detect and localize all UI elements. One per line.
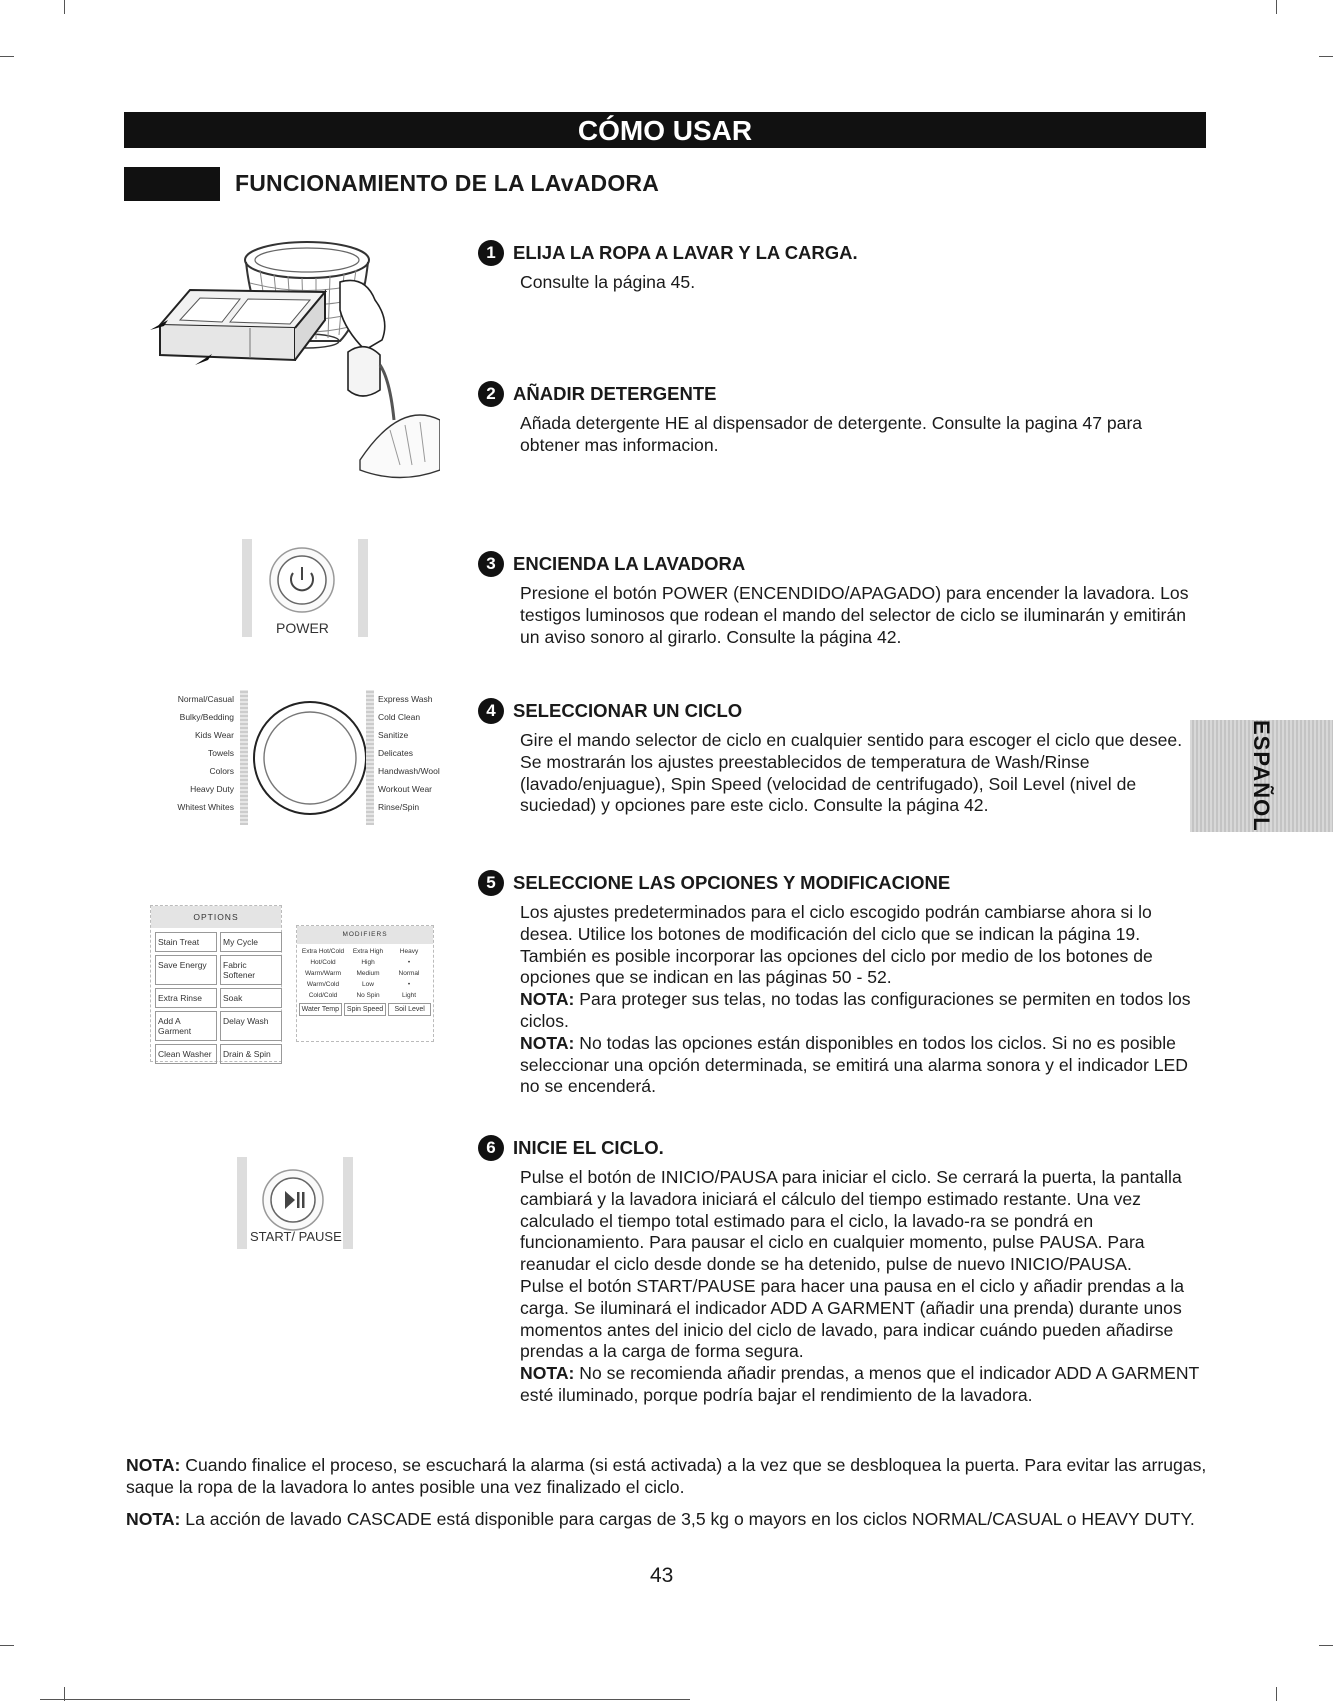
step-6 xyxy=(478,1135,1203,1407)
start-pause-label: START/ PAUSE xyxy=(250,1229,342,1244)
option-soak: Soak xyxy=(220,988,282,1008)
cycle-label: Colors xyxy=(209,766,234,776)
crop-mark xyxy=(1319,1645,1333,1646)
modifier-value: Extra High xyxy=(352,948,384,955)
note-text: La acción de lavado CASCADE está disponible para cargas de 3,5 kg o mayors en los ciclos NORMAL/CASUAL o HEAVY DUTY. xyxy=(180,1509,1195,1529)
note-text: Para proteger sus telas, no todas las configuraciones se permiten en todos los ciclos. xyxy=(520,989,1191,1031)
step-body xyxy=(520,902,1203,1098)
crop-mark xyxy=(0,56,14,57)
step-number: 1 xyxy=(478,240,504,266)
section-marker xyxy=(124,167,220,201)
modifier-spin-speed-button: Spin Speed xyxy=(344,1003,387,1016)
cycle-label: Sanitize xyxy=(378,730,409,740)
section-title: FUNCIONAMIENTO DE LA LAvADORA xyxy=(235,170,660,196)
note-text: No se recomienda añadir prendas, a menos que el indicador ADD A GARMENT esté iluminado, porque podría bajar el rendimiento de la lavadora. xyxy=(520,1363,1199,1405)
options-panel xyxy=(150,905,282,1062)
step-title: SELECCIONAR UN CICLO xyxy=(513,700,743,721)
step-number: 6 xyxy=(478,1135,504,1161)
cycle-label: Handwash/Wool xyxy=(378,766,440,776)
note-label: NOTA: xyxy=(520,1363,575,1384)
note-text: No todas las opciones están disponibles en todos los ciclos. Si no es posible seleccionar una opción determinada, se emitirá una alarma sonora y el indicador LED no se encenderá. xyxy=(520,1032,1188,1097)
cycle-label: Rinse/Spin xyxy=(378,802,420,812)
paragraph: Pulse el botón START/PAUSE para hacer una pausa en el ciclo y añadir prendas a la carga. Se iluminará el indicador ADD A GARMENT (añadir una prenda) durante unos momentos antes del inicio del ciclo de lavado, para indicar cuándo pueden añadirse prendas a la carga de forma segura. xyxy=(520,1275,1185,1362)
cycle-label: Cold Clean xyxy=(378,712,421,722)
note xyxy=(520,989,1203,1033)
modifier-value: Heavy xyxy=(399,948,419,955)
modifier-value: • xyxy=(407,959,411,966)
step-body xyxy=(520,413,1203,457)
cycle-led-strip-left xyxy=(240,690,248,825)
option-clean-washer: Clean Washer xyxy=(155,1044,217,1064)
step-body xyxy=(520,272,1203,294)
option-stain-treat: Stain Treat xyxy=(155,932,217,952)
modifier-value: Medium xyxy=(356,970,380,977)
detergent-dispenser-illustration xyxy=(150,270,440,495)
cycle-label: Express Wash xyxy=(378,694,433,704)
options-title: OPTIONS xyxy=(151,906,281,928)
note-label: NOTA: xyxy=(126,1455,181,1475)
modifier-value: Warm/Cold xyxy=(306,981,340,988)
step-number: 3 xyxy=(478,551,504,577)
paragraph: Gire el mando selector de ciclo en cualquier sentido para escoger el ciclo que desee. Se mostrarán los ajustes preestablecidos de temperatura de Wash/Rinse (lavado/enjuague), Spin Speed (velocidad de centrifugado), Soil Level (nivel de suciedad) y opciones pare este ciclo. Consulte la página 42. xyxy=(520,730,1183,816)
step-number: 4 xyxy=(478,698,504,724)
note xyxy=(520,1363,1203,1407)
crop-mark xyxy=(1319,56,1333,57)
step-body xyxy=(520,583,1203,648)
step-title: SELECCIONE LAS OPCIONES Y MODIFICACIONE xyxy=(513,872,951,893)
note-text: Cuando finalice el proceso, se escuchará la alarma (si está activada) a la vez que se desbloquea la puerta. Para evitar las arrugas, saque la ropa de la lavadora lo antes posible una vez finalizado el ciclo. xyxy=(126,1455,1207,1497)
page-banner: CÓMO USAR xyxy=(124,112,1206,148)
cycle-selector-dial xyxy=(250,692,370,824)
modifier-value: Warm/Warm xyxy=(305,970,341,977)
bottom-note xyxy=(126,1508,1211,1530)
cycle-label: Delicates xyxy=(378,748,413,758)
paragraph: Presione el botón POWER (ENCENDIDO/APAGADO) para encender la lavadora. Los testigos luminosos que rodean el mando del selector de ciclo se iluminarán y emitirán un aviso sonoro al girarlo. Consulte la página 42. xyxy=(520,583,1189,647)
paragraph: Pulse el botón de INICIO/PAUSA para iniciar el ciclo. Se cerrará la puerta, la pantalla cambiará y la lavadora iniciará el cálculo del tiempo estimado restante. Una vez calculado el tiempo total estimado para el ciclo, la lavado-ra se pondrá en funcionamiento. Para pausar el ciclo en cualquier momento, pulse PAUSA. Para reanudar el ciclo desde donde se ha detenido, pulse de nuevo INICIO/PAUSA. xyxy=(520,1167,1182,1275)
power-label: POWER xyxy=(276,620,329,636)
crop-mark xyxy=(1276,1687,1277,1701)
paragraph: Añada detergente HE al dispensador de detergente. Consulte la pagina 47 para obtener mas informacion. xyxy=(520,413,1143,455)
modifier-value: High xyxy=(361,959,375,966)
note-label: NOTA: xyxy=(520,989,575,1010)
crop-mark xyxy=(0,1645,14,1646)
modifier-value: No Spin xyxy=(356,992,380,999)
step-number: 2 xyxy=(478,381,504,407)
step-title: ENCIENDA LA LAVADORA xyxy=(513,553,746,574)
option-fabric-softener: Fabric Softener xyxy=(220,955,282,985)
modifiers-panel xyxy=(296,925,434,1042)
cycle-label: Kids Wear xyxy=(194,730,234,740)
step-body xyxy=(520,730,1203,817)
step-4 xyxy=(478,698,1203,817)
modifier-soil-level-button: Soil Level xyxy=(388,1003,431,1016)
step-title: AÑADIR DETERGENTE xyxy=(513,383,717,404)
modifier-value: Extra Hot/Cold xyxy=(301,948,345,955)
cycle-label: Heavy Duty xyxy=(190,784,234,794)
bottom-rule xyxy=(40,1699,690,1700)
language-side-tab xyxy=(1190,720,1333,832)
cycle-label: Workout Wear xyxy=(378,784,433,794)
modifier-value: Cold/Cold xyxy=(308,992,338,999)
cycle-label: Towels xyxy=(208,748,234,758)
note-label: NOTA: xyxy=(126,1509,181,1529)
modifier-water-temp-button: Water Temp xyxy=(299,1003,342,1016)
step-5 xyxy=(478,870,1203,1098)
option-delay-wash: Delay Wash xyxy=(220,1011,282,1041)
cycle-led-strip-right xyxy=(366,690,374,825)
cycle-label: Bulky/Bedding xyxy=(179,712,234,722)
note-label: NOTA: xyxy=(520,1032,575,1053)
note xyxy=(520,1033,1203,1098)
cycle-list-right xyxy=(378,690,478,816)
cycle-label: Whitest Whites xyxy=(177,802,234,812)
side-tab-label: ESPAÑOL xyxy=(1249,720,1274,832)
step-number: 5 xyxy=(478,870,504,896)
option-save-energy: Save Energy xyxy=(155,955,217,985)
paragraph: Consulte la página 45. xyxy=(520,272,696,292)
crop-mark xyxy=(64,0,65,14)
modifier-value: • xyxy=(407,981,411,988)
step-3 xyxy=(478,551,1203,648)
modifier-value: Normal xyxy=(398,970,420,977)
step-2 xyxy=(478,381,1203,457)
step-1 xyxy=(478,240,1203,294)
bottom-note xyxy=(126,1454,1211,1498)
step-title: ELIJA LA ROPA A LAVAR Y LA CARGA. xyxy=(513,242,858,263)
crop-mark xyxy=(1276,0,1277,14)
paragraph: Los ajustes predeterminados para el ciclo escogido podrán cambiarse ahora si lo desea. Utilice los botones de modificación del ciclo que se indican la página 19. También es posible incorporar las opciones del ciclo por medio de los botones de opciones que se indican en las páginas 50 - 52. xyxy=(520,902,1153,988)
modifier-value: Hot/Cold xyxy=(310,959,336,966)
step-body xyxy=(520,1167,1203,1407)
cycle-label: Normal/Casual xyxy=(177,694,234,704)
step-title: INICIE EL CICLO. xyxy=(513,1137,664,1158)
modifier-value: Low xyxy=(362,981,374,988)
modifier-value: Light xyxy=(401,992,417,999)
modifiers-title: MODIFIERS xyxy=(297,926,433,944)
option-add-a-garment: Add A Garment xyxy=(155,1011,217,1041)
cycle-list-left xyxy=(150,690,234,816)
option-extra-rinse: Extra Rinse xyxy=(155,988,217,1008)
page-number: 43 xyxy=(650,1564,674,1587)
option-drain-spin: Drain & Spin xyxy=(220,1044,282,1064)
option-my-cycle: My Cycle xyxy=(220,932,282,952)
